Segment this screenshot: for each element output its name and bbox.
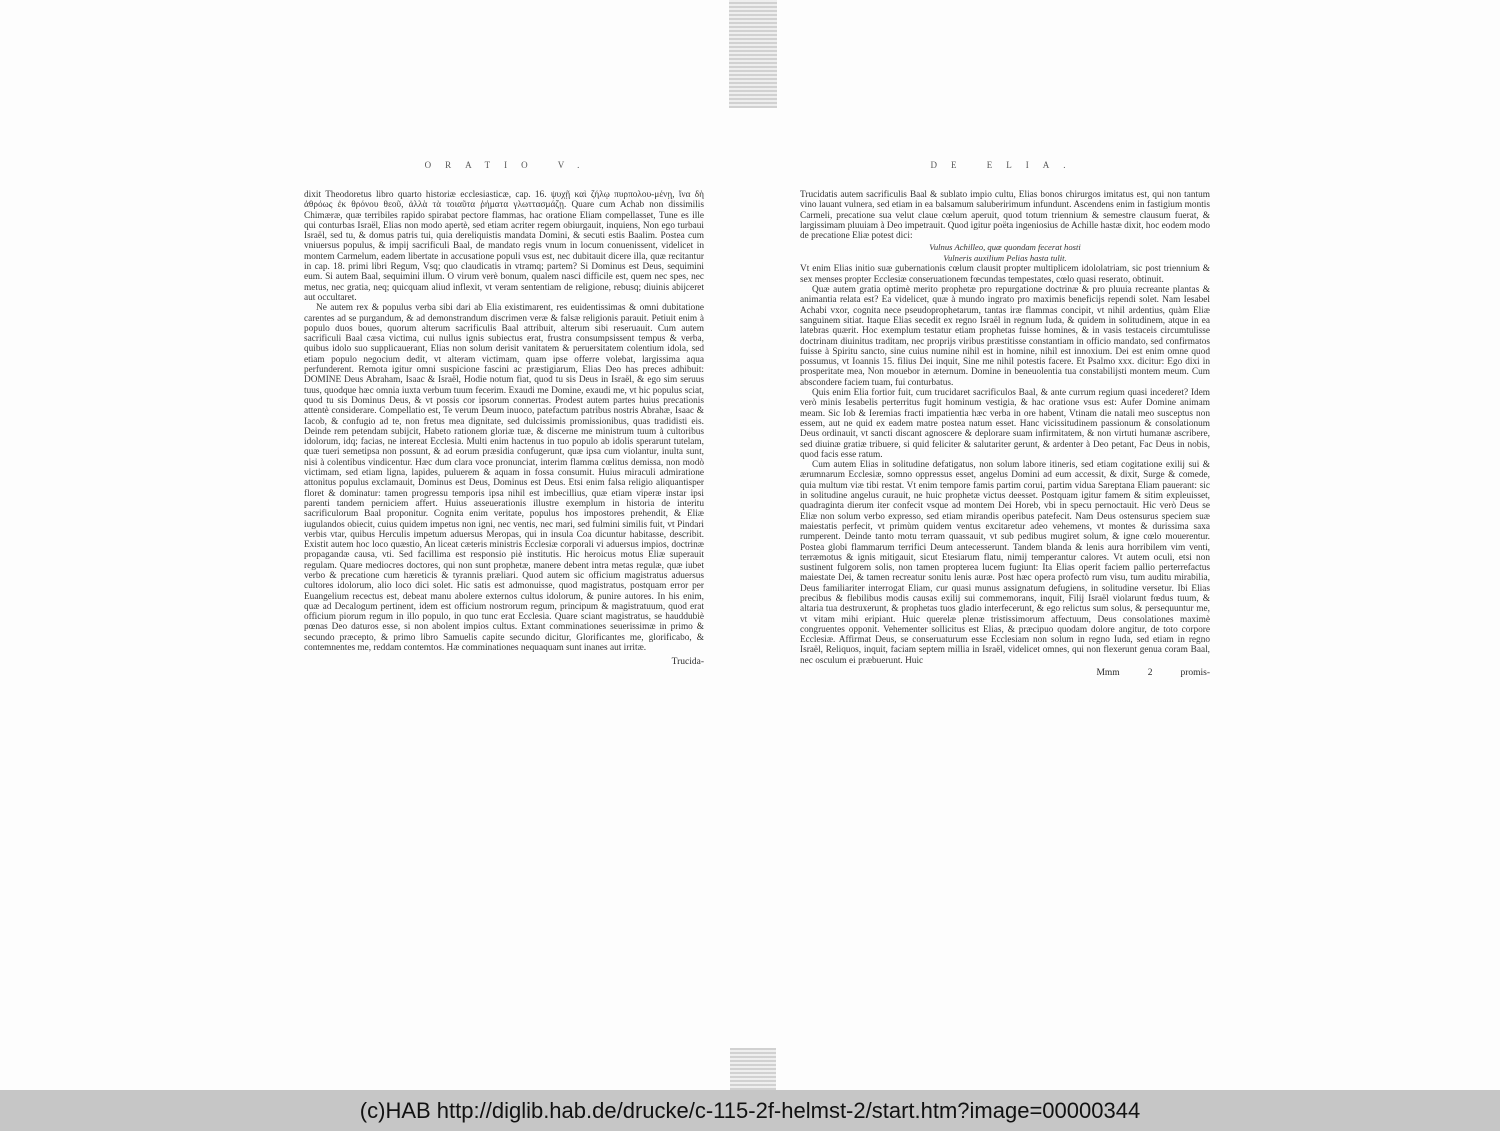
right-paragraph: Quis enim Elia fortior fuit, cum trucidaret sacrificulos Baal, & ante currum regium quasi incederet? Idem verò minis Iesabelis perterritus fugit hominum vestigia, & hac oratione vsus est: Aufer Domine animam meam. Sic Iob & Ieremias fracti impatientia hæc verba in ore habent, Vtinam die natali meo susceptus non essem, aut ne quid ex eadem matre postea natum esset. Hanc vicissitudinem passionum & consolationum Deus ordinauit, vt sancti discant agnoscere & deplorare suam infirmitatem, & non virtuti humanæ ascribere, sed diuinæ gratiæ tribuere, si quid feliciter & salutariter gerunt, & ardenter à Deo petant, Fac Deus in nobis, quod facis esse ratum. [800,388,1210,460]
copyright-footer [0,1090,1500,1131]
right-catchword [800,668,1210,678]
signature-mark: Mmm [1096,668,1120,679]
left-running-head: ORATIO V. [424,160,594,170]
right-paragraph: Quæ autem gratia optimè merito prophetæ pro repurgatione doctrinæ & pro pluuia recreante plantas & animantia relata est? Ea videlicet, quæ à mundo ingrato pro maximis beneficijs rependi solet. Nam Iesabel Achabi vxor, cognita nece pseudoprophetarum, tantas iræ flammas concipit, vt nihil ardentius, quàm Eliæ sanguinem sitiat. Itaque Elias secedit ex regno Israël in regnum Iuda, & quidem in solitudinem, atque in ea latebras quærit. Hoc exemplum testatur etiam prophetas fuisse homines, & in vasis testaceis circumtulisse doctrinam diuinitus traditam, nec proprijs viribus præstitisse constantiam in officio mandato, sed confirmatos fuisse à Spiritu sancto, sine cuius numine nihil est in homine, nihil est innoxium. Dei est enim omne quod possumus, vt Ioannis 15. filius Dei inquit, Sine me nihil potestis facere. Et Psalmo xxx. dicitur: Ego dixi in prosperitate mea, Non mouebor in æternum. Domine in beneuolentia tua constabilijsti montem meum. Cum abscondere faciem tuam, fui conturbatus. [800,285,1210,388]
bottom-gutter-shadow [730,1048,776,1090]
right-page [800,160,1210,678]
right-paragraph: Vt enim Elias initio suæ gubernationis cœlum clausit propter multiplicem idololatriam, sic post triennium & sex menses propter Ecclesiæ conseruationem fœcundas tempestates, cœlo quasi reserato, obtinuit. [800,264,1210,285]
right-running-head: DE ELIA. [930,160,1080,170]
catchword-text: promis- [1180,668,1210,679]
left-page [304,160,704,667]
footer-text: (c)HAB http://diglib.hab.de/drucke/c-115-2f-helmst-2/start.htm?image=00000344 [359,1097,1141,1123]
right-paragraph: Trucidatis autem sacrificulis Baal & sublato impio cultu, Elias bonos chirurgos imitatus est, qui non tantum vino lauant vulnera, sed etiam in ea balsamum saluberirimum infundunt. Ascendens enim in fastigium montis Carmeli, precatione sua velut claue cœlum aperuit, quod totum triennium & semestre clausum fuerat, & largissimam pluuiam à Deo impetrauit. Quod igitur poëta ingeniosius de Achille hastæ dixit, hoc eodem modo de precatione Eliæ potest dici: [800,190,1210,242]
left-paragraph: dixit Theodoretus libro quarto historiæ ecclesiasticæ, cap. 16. ψυχῇ καὶ ζήλῳ πυρπολου-μένῃ, ἵνα δὴ ἀθρόως ἐκ θρόνου θεοῦ, ἀλλὰ τὰ τοιαῦτα ῥήματα γλωττασμάζῃ. Quare cum Achab non dissimilis Chimæræ, quæ terribiles rapido spirabat pectore flammas, hac oratione Eliam compellasset, Tune es ille qui conturbas Israël, Elias non modo apertè, sed etiam acriter regem obiurgauit, inquiens, Non ego turbaui Israël, sed tu, & domus patris tui, quia dereliquistis mandata Domini, & secuti estis Baalim. Postea cum vniuersus populus, & impij sacrificuli Baal, de mandato regis vnum in locum conuenissent, videlicet in montem Carmelum, eadem libertate in accusatione populi vsus est, nec dubitauit dicere illa, quæ recitantur in cap. 18. primi libri Regum, Vsq; quo claudicatis in vtramq; partem? Si Dominus est Deus, sequimini eum. Si autem Baal, sequimini illum. O virum verè bonum, qualem nasci difficile est, quem nec spes, nec metus, nec gratia, neq; quicquam aliud inflexit, vt veram sententiam de religione, rebusq; diuinis abijceret aut occultaret. [304,190,704,303]
verse-line: Vulnus Achilleo, quæ quondam fecerat hosti [929,242,1081,253]
signature-number: 2 [1147,668,1153,679]
top-gutter-shadow [729,0,777,108]
right-page-text [800,190,1210,666]
left-page-text [304,190,704,653]
right-paragraph: Cum autem Elias in solitudine defatigatus, non solum labore itineris, sed etiam cogitatione exilij sui & ærumnarum Ecclesiæ, somno oppressus esset, angelus Domini ad eum accessit, & dixit, Surge & comede, quia multum viæ tibi restat. Vt enim tempore famis partim corui, partim vidua Sareptana Eliam pauerant: sic in solitudine angelus curauit, ne huic prophetæ victus deesset. Postquam igitur famem & sitim expleuisset, quadraginta dierum iter confecit vsque ad montem Dei Horeb, vbi in specu pernoctauit. Hic verò Deus se Eliæ non solum verbo expresso, sed etiam mirandis operibus patefecit. Nam Deus ostensurus speciem suæ maiestatis perfecit, vt primùm quidem ventus excitaretur adeo vehemens, vt montes & durissima saxa rumperent. Deinde tanto motu terram quassauit, vt sub pedibus mugiret solum, & igne cœlo mouerentur. Postea globi flammarum terrifici Deum antecesserunt. Tandem blanda & lenis aura horribilem vim venti, terræmotus & ignis mitigauit, sicut Etesiarum flatu, nimij temperantur calores. Vt autem oculi, etsi non sustinent fulgorem solis, non tamen propterea lucem fugiunt: Ita Elias operit faciem pallio perterrefactus maiestate Dei, & tamen recreatur sonitu lenis auræ. Post hæc opera profectò rum visu, tum auditu mirabilia, Deus familiariter interrogat Eliam, cur quasi munus assignatum defugiens, in solitudine versetur. Ibi Elias precibus & flebilibus modis causas exilij sui commemorans, inquit, Filij Israël violarunt fœdus tuum, & altaria tua destruxerunt, & prophetas tuos gladio interfecerunt, & ego relictus sum solus, & persequuntur me, vt vitam mihi eripiant. Huic querelæ plenæ tristissimorum affectuum, Deus consolationes maximè congruentes opponit. Vehementer sollicitus est Elias, & præcipuo quodam dolore angitur, de toto corpore Ecclesiæ. Affirmat Deus, se conseruaturum esse Ecclesiam non solum in regno Iuda, sed etiam in regno Israël, Reliquos, inquit, faciam septem millia in Israël, videlicet omnes, qui non flexerunt genua coram Baal, nec osculum ei præbuerunt. Huic [800,460,1210,666]
left-catchword: Trucida- [671,657,704,668]
left-paragraph: Ne autem rex & populus verba sibi dari ab Elia existimarent, res euidentissimas & omni dubitatione carentes ad se purgandum, & ad demonstrandum discrimen veræ & falsæ religionis parauit. Petiuit enim à populo duos boues, quorum alterum sacrificulis Baal attribuit, alterum sibi reseruauit. Cum autem sacrificuli Baal cæsa victima, cui nullus ignis subiectus erat, frustra consumpsissent tempus & verba, quibus idolo suo supplicauerant, Elias non solum derisit vanitatem & peruersitatem colentium idola, sed etiam populo negocium dedit, vt alteram victimam, quam ipse offerre volebat, largissima aqua perfunderent. Remota igitur omni suspicione fascini ac præstigiarum, Elias Deo has preces adhibuit: DOMINE Deus Abraham, Isaac & Israël, Hodie notum fiat, quod tu sis Deus in Israël, & ego sim seruus tuus, quodque hæc omnia iuxta verbum tuum fecerim. Exaudi me Domine, exaudi me, vt hic populus sciat, quod tu sis Dominus Deus, & vt possis cor ipsorum connertas. Prodest autem partes huius precationis attentè considerare. Compellatio est, Te verum Deum inuoco, patefactum patribus nostris Abrahæ, Isaac & Iacob, & confugio ad te, non fretus mea dignitate, sed dulcissimis promissionibus, quas tradidisti eis. Deinde rem petendam subijcit, Habeto rationem gloriæ tuæ, & discerne me ministrum tuum à cultoribus idolorum, idq; facias, ne intereat Ecclesia. Multi enim hactenus in tuo populo ab idolis sperarunt tutelam, quæ tueri semetipsa non possunt, & ad eorum præsidia confugerunt, quæ ipsa cum violantur, inulta sunt, nisi à colentibus vindicentur. Hæc dum clara voce pronunciat, interim flamma cœlitus demissa, non modò victimam, sed etiam ligna, lapides, puluerem & aquam in fossa consumit. Huius miraculi admiratione attonitus populus exclamauit, Dominus est Deus, Dominus est Deus. Etsi enim falsa religio aliquantisper floret & dominatur: tamen progressu temporis ipsa nihil est imbecillius, quæ etiam viperæ instar ipsi parenti tandem perniciem affert. Huius asseuerationis illustre exemplum in historia de interitu sacrificulorum Baal proponitur. Cognita enim veritate, populus hos impostores prehendit, & Eliæ iugulandos obiecit, cuius quidem impetus non igni, nec ventis, nec mari, sed fulmini similis fuit, vt Pindari verbis vtar, quibus Herculis impetum aduersus Meropas, qui in insula Coa dicuntur habitasse, describit. Existit autem hoc loco quæstio, An liceat cæteris ministris Ecclesiæ corporali vi aduersus impios, doctrinæ propagandæ causa, vti. Sed facillima est responsio piè institutis. Hic heroicus motus Eliæ superauit regulam. Quare mediocres doctores, qui non sunt prophetæ, manere debent intra metas regulæ, quæ iubet verbo & precatione cum hæreticis & tyrannis præliari. Quod autem sic officium magistratus aduersus cultores idolorum, alio loco dici solet. Hic satis est admonuisse, quod magistratus, postquam error per Euangelium recectus est, debeat manu abolere externos cultus idolorum, & punire autores. In his enim, quæ ad Decalogum pertinent, idem est officium nostrorum regum, principum & magistratuum, quod erat officium piorum regum in illo populo, in quo tunc erat Ecclesia. Quare sciant magistratus, se hauddubiè pœnas Deo daturos esse, si non abolent impios cultus. Extant comminationes seuerissimæ in primo & secundo præcepto, & primo libro Samuelis capite secundo dicitur, Glorificantes me, glorificabo, & contemnentes me, reddam contemtos. Hæ comminationes nequaquam sunt inanes aut irritæ. [304,303,704,654]
verse-line: Vulneris auxilium Pelias hasta tulit. [943,253,1067,264]
